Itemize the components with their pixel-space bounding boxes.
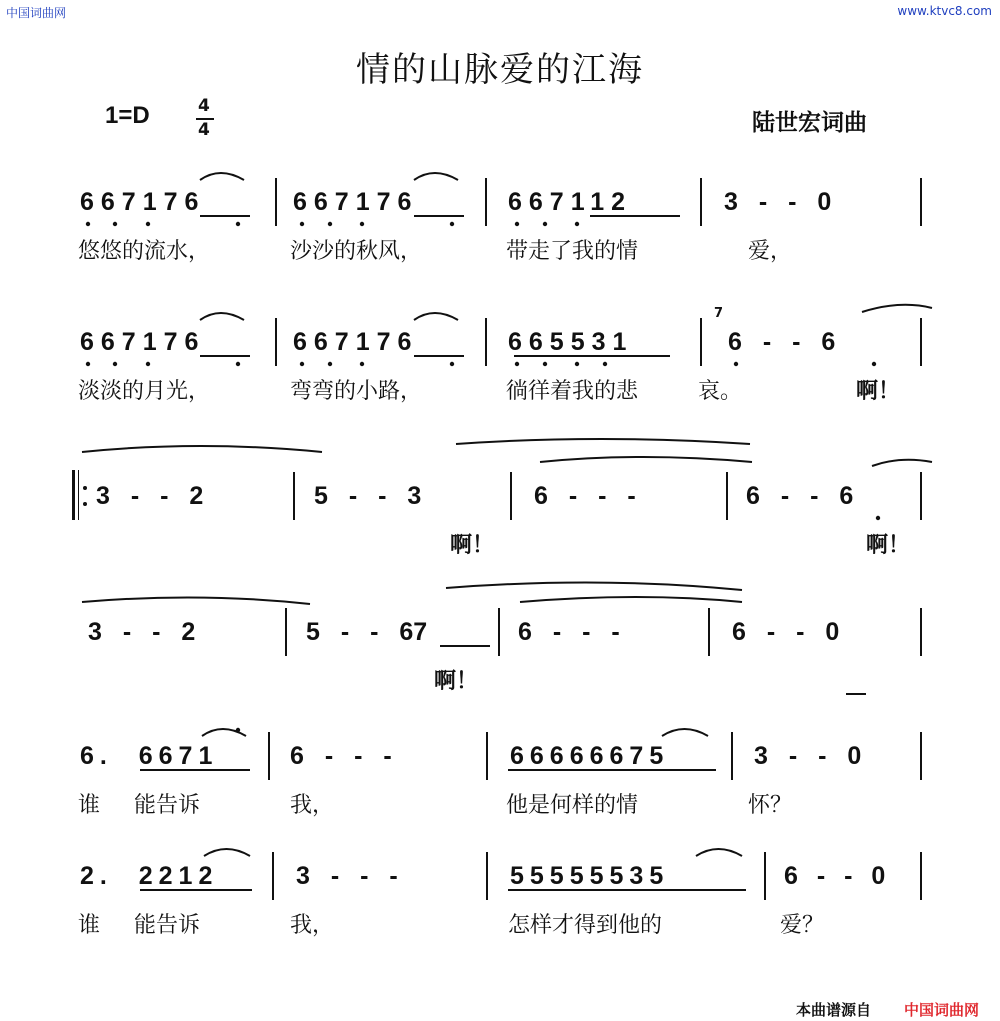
lyric: 能告诉	[134, 913, 201, 938]
measure: 3 - - 2	[88, 618, 196, 646]
measure: 5 - - 3	[314, 482, 422, 510]
lyric: 带走了我的情	[506, 239, 639, 264]
lyric: 啊！	[856, 378, 901, 404]
composer-credit: 陆世宏词曲	[752, 110, 867, 136]
lyric: 我，	[290, 913, 335, 938]
tie	[872, 460, 932, 466]
measure: 55555535	[510, 862, 670, 890]
measure: 6 - - -	[518, 618, 620, 646]
lyric: 爱？	[780, 913, 825, 938]
measure: 2. 2212	[80, 862, 219, 890]
lyric: 啊！	[434, 668, 479, 694]
measure: 6 - - 0	[732, 618, 840, 646]
slur	[414, 173, 458, 180]
measure: 3 - - -	[296, 862, 398, 890]
tie	[540, 457, 752, 462]
lyric: 徜徉着我的悲	[506, 379, 639, 404]
slur	[696, 849, 742, 856]
measure: 3 - - 0	[724, 188, 832, 216]
lyric: 悠悠的流水，	[78, 239, 211, 264]
measure: 6 - - 0	[784, 862, 886, 890]
song-title: 情的山脉爱的江海	[356, 50, 644, 90]
footer-source-label: 本曲谱源自	[796, 1001, 872, 1019]
tie	[446, 582, 742, 590]
lyric: 能告诉	[134, 793, 201, 818]
measure: 3 - - 0	[754, 742, 862, 770]
watermark-top-right: www.ktvc8.com	[897, 4, 992, 18]
measure: 6 - - -	[534, 482, 636, 510]
slur	[200, 173, 244, 180]
time-signature-numerator: 4	[198, 96, 210, 116]
measure: 6 - - 6	[746, 482, 854, 510]
slur	[204, 849, 250, 856]
measure: 66666675	[510, 742, 670, 770]
measure: 3 - - 2	[96, 482, 204, 510]
footer-site-link[interactable]: 中国词曲网	[904, 1001, 980, 1019]
lyric: 哀。	[698, 379, 743, 404]
tie	[456, 439, 750, 444]
lyric: 我，	[290, 793, 335, 818]
measure: 665531	[508, 328, 634, 356]
tie	[862, 305, 932, 312]
measure: 6 - - -	[290, 742, 392, 770]
lyric: 沙沙的秋风，	[290, 239, 423, 264]
tie	[520, 597, 742, 602]
time-signature-denominator: 4	[198, 120, 210, 140]
measure: 5 - - 67	[306, 618, 428, 646]
key-signature: 1=D	[105, 102, 150, 129]
lyric: 谁	[78, 913, 101, 938]
lyric: 弯弯的小路，	[290, 379, 423, 404]
lyric: 怀？	[748, 793, 793, 818]
measure: 667112	[508, 188, 633, 216]
measure: 6 - - 6	[728, 328, 836, 356]
lyric: 爱，	[748, 239, 793, 264]
measure: 667176	[80, 328, 206, 356]
measure: 667176	[293, 188, 419, 216]
measure: 667176	[80, 188, 206, 216]
lyric: 啊！	[866, 532, 911, 558]
tie	[82, 446, 322, 452]
watermark-top-left: 中国词曲网	[6, 6, 67, 20]
grace-note: 7	[714, 306, 724, 321]
slur	[200, 313, 244, 320]
tie	[82, 597, 310, 604]
lyric: 啊！	[450, 532, 495, 558]
lyric: 谁	[78, 793, 101, 818]
measure: 667176	[293, 328, 419, 356]
slur	[662, 729, 708, 736]
measure: 6. 6671	[80, 742, 219, 770]
slur	[414, 313, 458, 320]
lyric: 他是何样的情	[506, 793, 639, 818]
lyric: 怎样才得到他的	[508, 913, 663, 938]
lyric: 淡淡的月光，	[78, 379, 211, 404]
